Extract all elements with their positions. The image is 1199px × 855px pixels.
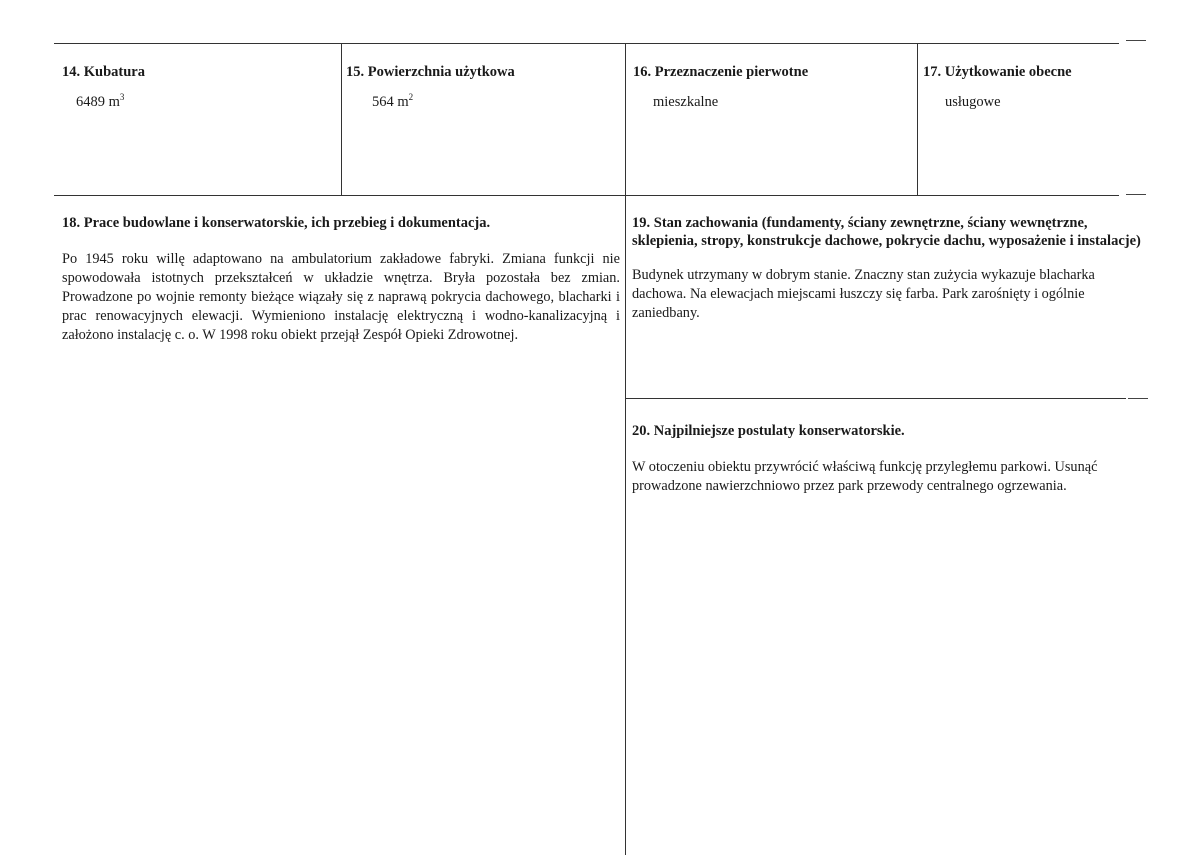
field-14-value-text: 6489 m [76,94,120,110]
field-16-przeznaczenie [633,63,913,111]
field-17-value: usługowe [945,94,1001,110]
field-15-powierzchnia [346,63,616,111]
field-19-stan-zachowania [632,214,1148,323]
field-15-value [372,94,616,111]
field-14-unit-sup: 3 [119,92,125,103]
col-divider-1 [341,43,342,195]
row-divider-fragment [1126,194,1146,195]
top-rule [54,43,1119,44]
field-20-text: W otoczeniu obiektu przywrócić właściwą funkcję przyległemu parkowi. Usunąć prowadzone nawierzchniowo przez park przewody centralnego ogrzewania. [632,459,1098,494]
field-20-postulaty [632,422,1102,496]
field-18-label: 18. Prace budowlane i konserwatorskie, ich przebieg i dokumentacja. [62,215,491,231]
col-divider-2 [625,43,626,855]
right-section-divider-fragment [1128,398,1148,399]
field-17-label: 17. Użytkowanie obecne [923,64,1072,80]
field-16-value: mieszkalne [653,94,719,110]
field-17-uzytkowanie [923,63,1193,111]
field-14-label: 14. Kubatura [62,64,145,80]
col-divider-3 [917,43,918,195]
right-section-divider [626,398,1126,399]
field-15-label: 15. Powierzchnia użytkowa [346,64,515,80]
field-15-value-text: 564 m [372,94,409,110]
field-19-text: Budynek utrzymany w dobrym stanie. Znaczny stan zużycia wykazuje blacharka dachowa. Na elewacjach miejscami łuszczy się farba. Park zarośnięty i ogólnie zaniedbany. [632,267,1095,321]
top-rule-fragment [1126,40,1146,41]
row-divider [54,195,1119,196]
field-16-label: 16. Przeznaczenie pierwotne [633,64,809,80]
field-18-text: Po 1945 roku willę adaptowano na ambulatorium zakładowe fabryki. Zmiana funkcji nie spowodowała istotnych przekształceń w układzie wnętrza. Bryła pozostała bez zmian. Prowadzone po wojnie remonty bieżące wiązały się z naprawą pokrycia dachowego, blacharki i prac renowacyjnych elewacji. Wymieniono instalację elektryczną i wodno-kanalizacyjną i założono instalację c. o. W 1998 roku obiekt przejął Zespół Opieki Zdrowotnej. [62,251,620,343]
field-19-label: 19. Stan zachowania (fundamenty, ściany zewnętrzne, ściany wewnętrzne, sklepienia, stropy, konstrukcje dachowe, pokrycie dachu, wyposażenie i instalacje) [632,215,1141,249]
field-15-unit-sup: 2 [408,92,414,103]
field-14-kubatura [62,63,332,111]
field-20-label: 20. Najpilniejsze postulaty konserwatorskie. [632,423,905,439]
field-14-value [76,94,332,111]
field-18-prace [62,214,620,345]
